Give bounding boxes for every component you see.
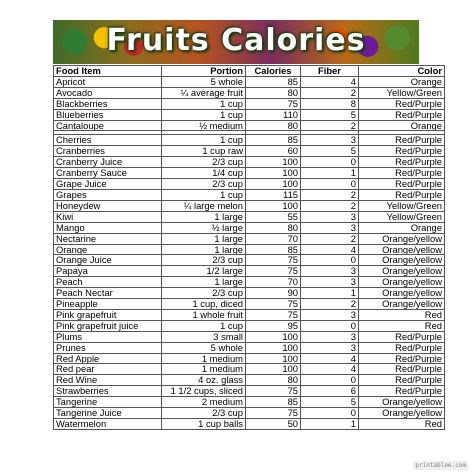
cell-calories: 75: [246, 408, 301, 419]
cell-food-item: Peach: [54, 277, 162, 288]
cell-fiber: 3: [301, 277, 359, 288]
cell-food-item: Strawberries: [54, 386, 162, 397]
cell-food-item: Cranberry Juice: [54, 157, 162, 168]
cell-calories: 95: [246, 320, 301, 331]
cell-portion: 1 cup: [162, 109, 246, 120]
column-header-color: Color: [359, 66, 445, 77]
cell-calories: 70: [246, 277, 301, 288]
cell-food-item: Cantaloupe: [54, 120, 162, 131]
cell-calories: 75: [246, 266, 301, 277]
cell-portion: 2/3 cup: [162, 157, 246, 168]
cell-color: Red/Purple: [359, 168, 445, 179]
cell-color: Red: [359, 419, 445, 430]
cell-fiber: 4: [301, 76, 359, 87]
cell-food-item: Pink grapefruit: [54, 309, 162, 320]
cell-fiber: 0: [301, 157, 359, 168]
cell-portion: 3 small: [162, 331, 246, 342]
cell-color: Red/Purple: [359, 157, 445, 168]
cell-portion: 1 whole fruit: [162, 309, 246, 320]
cell-fiber: 4: [301, 353, 359, 364]
cell-color: Orange/yellow: [359, 397, 445, 408]
cell-portion: 2 medium: [162, 397, 246, 408]
cell-fiber: 0: [301, 375, 359, 386]
cell-food-item: Peach Nectar: [54, 288, 162, 299]
cell-portion: 1 cup: [162, 189, 246, 200]
title-banner: [53, 20, 419, 64]
cell-portion: 1 cup balls: [162, 419, 246, 430]
cell-portion: 4 oz. glass: [162, 375, 246, 386]
cell-calories: 85: [246, 135, 301, 146]
cell-color: Orange: [359, 222, 445, 233]
cell-fiber: 2: [301, 189, 359, 200]
cell-color: Orange/yellow: [359, 244, 445, 255]
cell-fiber: 2: [301, 299, 359, 310]
cell-portion: 1 cup, diced: [162, 299, 246, 310]
cell-calories: 80: [246, 87, 301, 98]
cell-calories: 70: [246, 233, 301, 244]
cell-calories: 50: [246, 419, 301, 430]
cell-color: Red/Purple: [359, 375, 445, 386]
cell-fiber: 3: [301, 342, 359, 353]
cell-food-item: Grapes: [54, 189, 162, 200]
cell-calories: 115: [246, 189, 301, 200]
cell-fiber: 3: [301, 331, 359, 342]
cell-calories: 100: [246, 179, 301, 190]
cell-calories: 80: [246, 120, 301, 131]
table-row: [54, 179, 445, 190]
cell-color: Red/Purple: [359, 146, 445, 157]
cell-calories: 75: [246, 98, 301, 109]
cell-fiber: 4: [301, 244, 359, 255]
table-row: [54, 189, 445, 200]
table-row: [54, 120, 445, 131]
cell-fiber: 6: [301, 386, 359, 397]
cell-color: Red/Purple: [359, 109, 445, 120]
cell-color: Orange/yellow: [359, 233, 445, 244]
cell-food-item: Avocado: [54, 87, 162, 98]
cell-color: Red/Purple: [359, 353, 445, 364]
cell-food-item: Apricot: [54, 76, 162, 87]
cell-color: Orange/yellow: [359, 408, 445, 419]
cell-color: Red/Purple: [359, 331, 445, 342]
cell-portion: 1 cup: [162, 135, 246, 146]
table-row: [54, 157, 445, 168]
cell-fiber: 1: [301, 288, 359, 299]
table-row: [54, 375, 445, 386]
cell-portion: 1 large: [162, 244, 246, 255]
cell-calories: 90: [246, 288, 301, 299]
cell-fiber: 3: [301, 222, 359, 233]
cell-food-item: Honeydew: [54, 200, 162, 211]
cell-food-item: Pink grapefruit juice: [54, 320, 162, 331]
table-row: [54, 331, 445, 342]
cell-portion: 1 1/2 cups, sliced: [162, 386, 246, 397]
table-row: [54, 135, 445, 146]
cell-calories: 100: [246, 353, 301, 364]
cell-food-item: Mango: [54, 222, 162, 233]
cell-food-item: Orange: [54, 244, 162, 255]
cell-food-item: Plums: [54, 331, 162, 342]
cell-food-item: Red Apple: [54, 353, 162, 364]
cell-fiber: 3: [301, 135, 359, 146]
table-row: [54, 397, 445, 408]
table-row: [54, 320, 445, 331]
table-row: [54, 309, 445, 320]
column-header-calories: Calories: [246, 66, 301, 77]
cell-fiber: 2: [301, 87, 359, 98]
table-row: [54, 87, 445, 98]
table-row: [54, 386, 445, 397]
cell-food-item: Cranberries: [54, 146, 162, 157]
table-row: [54, 200, 445, 211]
table-row: [54, 419, 445, 430]
table-row: [54, 98, 445, 109]
table-row: [54, 353, 445, 364]
table-row: [54, 109, 445, 120]
cell-fiber: 0: [301, 320, 359, 331]
fruit-calories-table: [53, 65, 445, 430]
cell-portion: 1 large: [162, 233, 246, 244]
cell-portion: 1 large: [162, 211, 246, 222]
table-row: [54, 342, 445, 353]
cell-fiber: 5: [301, 109, 359, 120]
cell-portion: 1 medium: [162, 353, 246, 364]
cell-food-item: Grape Juice: [54, 179, 162, 190]
cell-color: Red/Purple: [359, 364, 445, 375]
cell-portion: 5 whole: [162, 76, 246, 87]
cell-fiber: 1: [301, 168, 359, 179]
cell-portion: 2/3 cup: [162, 288, 246, 299]
cell-fiber: 2: [301, 120, 359, 131]
cell-portion: 1 cup: [162, 98, 246, 109]
cell-calories: 55: [246, 211, 301, 222]
cell-color: Red/Purple: [359, 135, 445, 146]
cell-portion: ¼ average fruit: [162, 87, 246, 98]
cell-calories: 85: [246, 244, 301, 255]
cell-calories: 110: [246, 109, 301, 120]
table-row: [54, 76, 445, 87]
cell-portion: 2/3 cup: [162, 179, 246, 190]
cell-food-item: Tangerine Juice: [54, 408, 162, 419]
cell-calories: 75: [246, 309, 301, 320]
cell-color: Red/Purple: [359, 386, 445, 397]
cell-fiber: 5: [301, 397, 359, 408]
cell-color: Yellow/Green: [359, 211, 445, 222]
cell-portion: 5 whole: [162, 342, 246, 353]
cell-color: Red/Purple: [359, 189, 445, 200]
cell-calories: 75: [246, 255, 301, 266]
cell-fiber: 5: [301, 146, 359, 157]
cell-color: Orange: [359, 120, 445, 131]
cell-fiber: 8: [301, 98, 359, 109]
table-row: [54, 288, 445, 299]
cell-color: Orange/yellow: [359, 255, 445, 266]
column-header-portion: Portion: [162, 66, 246, 77]
table-row: [54, 244, 445, 255]
cell-fiber: 0: [301, 179, 359, 190]
cell-color: Red/Purple: [359, 179, 445, 190]
table-row: [54, 408, 445, 419]
cell-fiber: 2: [301, 200, 359, 211]
cell-color: Orange/yellow: [359, 288, 445, 299]
cell-food-item: Cranberry Sauce: [54, 168, 162, 179]
table-row: [54, 146, 445, 157]
cell-calories: 60: [246, 146, 301, 157]
cell-calories: 85: [246, 76, 301, 87]
cell-food-item: Blackberries: [54, 98, 162, 109]
cell-fiber: 3: [301, 266, 359, 277]
cell-food-item: Blueberries: [54, 109, 162, 120]
cell-fiber: 3: [301, 309, 359, 320]
cell-portion: ½ medium: [162, 120, 246, 131]
cell-portion: ½ large: [162, 222, 246, 233]
cell-calories: 100: [246, 331, 301, 342]
cell-calories: 80: [246, 375, 301, 386]
table-row: [54, 211, 445, 222]
cell-portion: 1/2 large: [162, 266, 246, 277]
cell-food-item: Red Wine: [54, 375, 162, 386]
table-row: [54, 364, 445, 375]
cell-calories: 100: [246, 342, 301, 353]
cell-calories: 75: [246, 299, 301, 310]
cell-portion: ¼ large melon: [162, 200, 246, 211]
cell-portion: 1 large: [162, 277, 246, 288]
cell-fiber: 2: [301, 233, 359, 244]
cell-food-item: Cherries: [54, 135, 162, 146]
cell-portion: 2/3 cup: [162, 255, 246, 266]
cell-portion: 2/3 cup: [162, 408, 246, 419]
watermark: printablee.com: [415, 462, 466, 469]
cell-fiber: 0: [301, 408, 359, 419]
table-row: [54, 222, 445, 233]
page-title: Fruits Calories: [106, 23, 366, 58]
table-row: [54, 266, 445, 277]
cell-food-item: Kiwi: [54, 211, 162, 222]
cell-color: Red: [359, 320, 445, 331]
cell-food-item: Prunes: [54, 342, 162, 353]
cell-food-item: Red pear: [54, 364, 162, 375]
table-body: [54, 76, 445, 429]
cell-portion: 1/4 cup: [162, 168, 246, 179]
cell-color: Yellow/Green: [359, 87, 445, 98]
cell-fiber: 3: [301, 211, 359, 222]
cell-calories: 85: [246, 397, 301, 408]
table-row: [54, 168, 445, 179]
cell-food-item: Orange Juice: [54, 255, 162, 266]
cell-color: Orange/yellow: [359, 299, 445, 310]
cell-fiber: 0: [301, 255, 359, 266]
cell-calories: 80: [246, 222, 301, 233]
cell-portion: 1 cup raw: [162, 146, 246, 157]
table-row: [54, 277, 445, 288]
cell-calories: 100: [246, 200, 301, 211]
table-row: [54, 255, 445, 266]
cell-portion: 1 medium: [162, 364, 246, 375]
cell-color: Red: [359, 309, 445, 320]
cell-calories: 100: [246, 168, 301, 179]
table-header-row: [54, 66, 445, 77]
cell-color: Orange/yellow: [359, 266, 445, 277]
cell-calories: 75: [246, 386, 301, 397]
table-row: [54, 299, 445, 310]
table-row: [54, 233, 445, 244]
cell-color: Yellow/Green: [359, 200, 445, 211]
cell-calories: 100: [246, 364, 301, 375]
cell-color: Orange/yellow: [359, 277, 445, 288]
cell-food-item: Watermelon: [54, 419, 162, 430]
cell-food-item: Nectarine: [54, 233, 162, 244]
cell-color: Red/Purple: [359, 342, 445, 353]
column-header-food-item: Food Item: [54, 66, 162, 77]
cell-fiber: 4: [301, 364, 359, 375]
column-header-fiber: Fiber: [301, 66, 359, 77]
cell-food-item: Papaya: [54, 266, 162, 277]
cell-food-item: Pineapple: [54, 299, 162, 310]
cell-fiber: 1: [301, 419, 359, 430]
cell-food-item: Tangerine: [54, 397, 162, 408]
cell-calories: 100: [246, 157, 301, 168]
cell-color: Red/Purple: [359, 98, 445, 109]
cell-portion: 1 cup: [162, 320, 246, 331]
cell-color: Orange: [359, 76, 445, 87]
